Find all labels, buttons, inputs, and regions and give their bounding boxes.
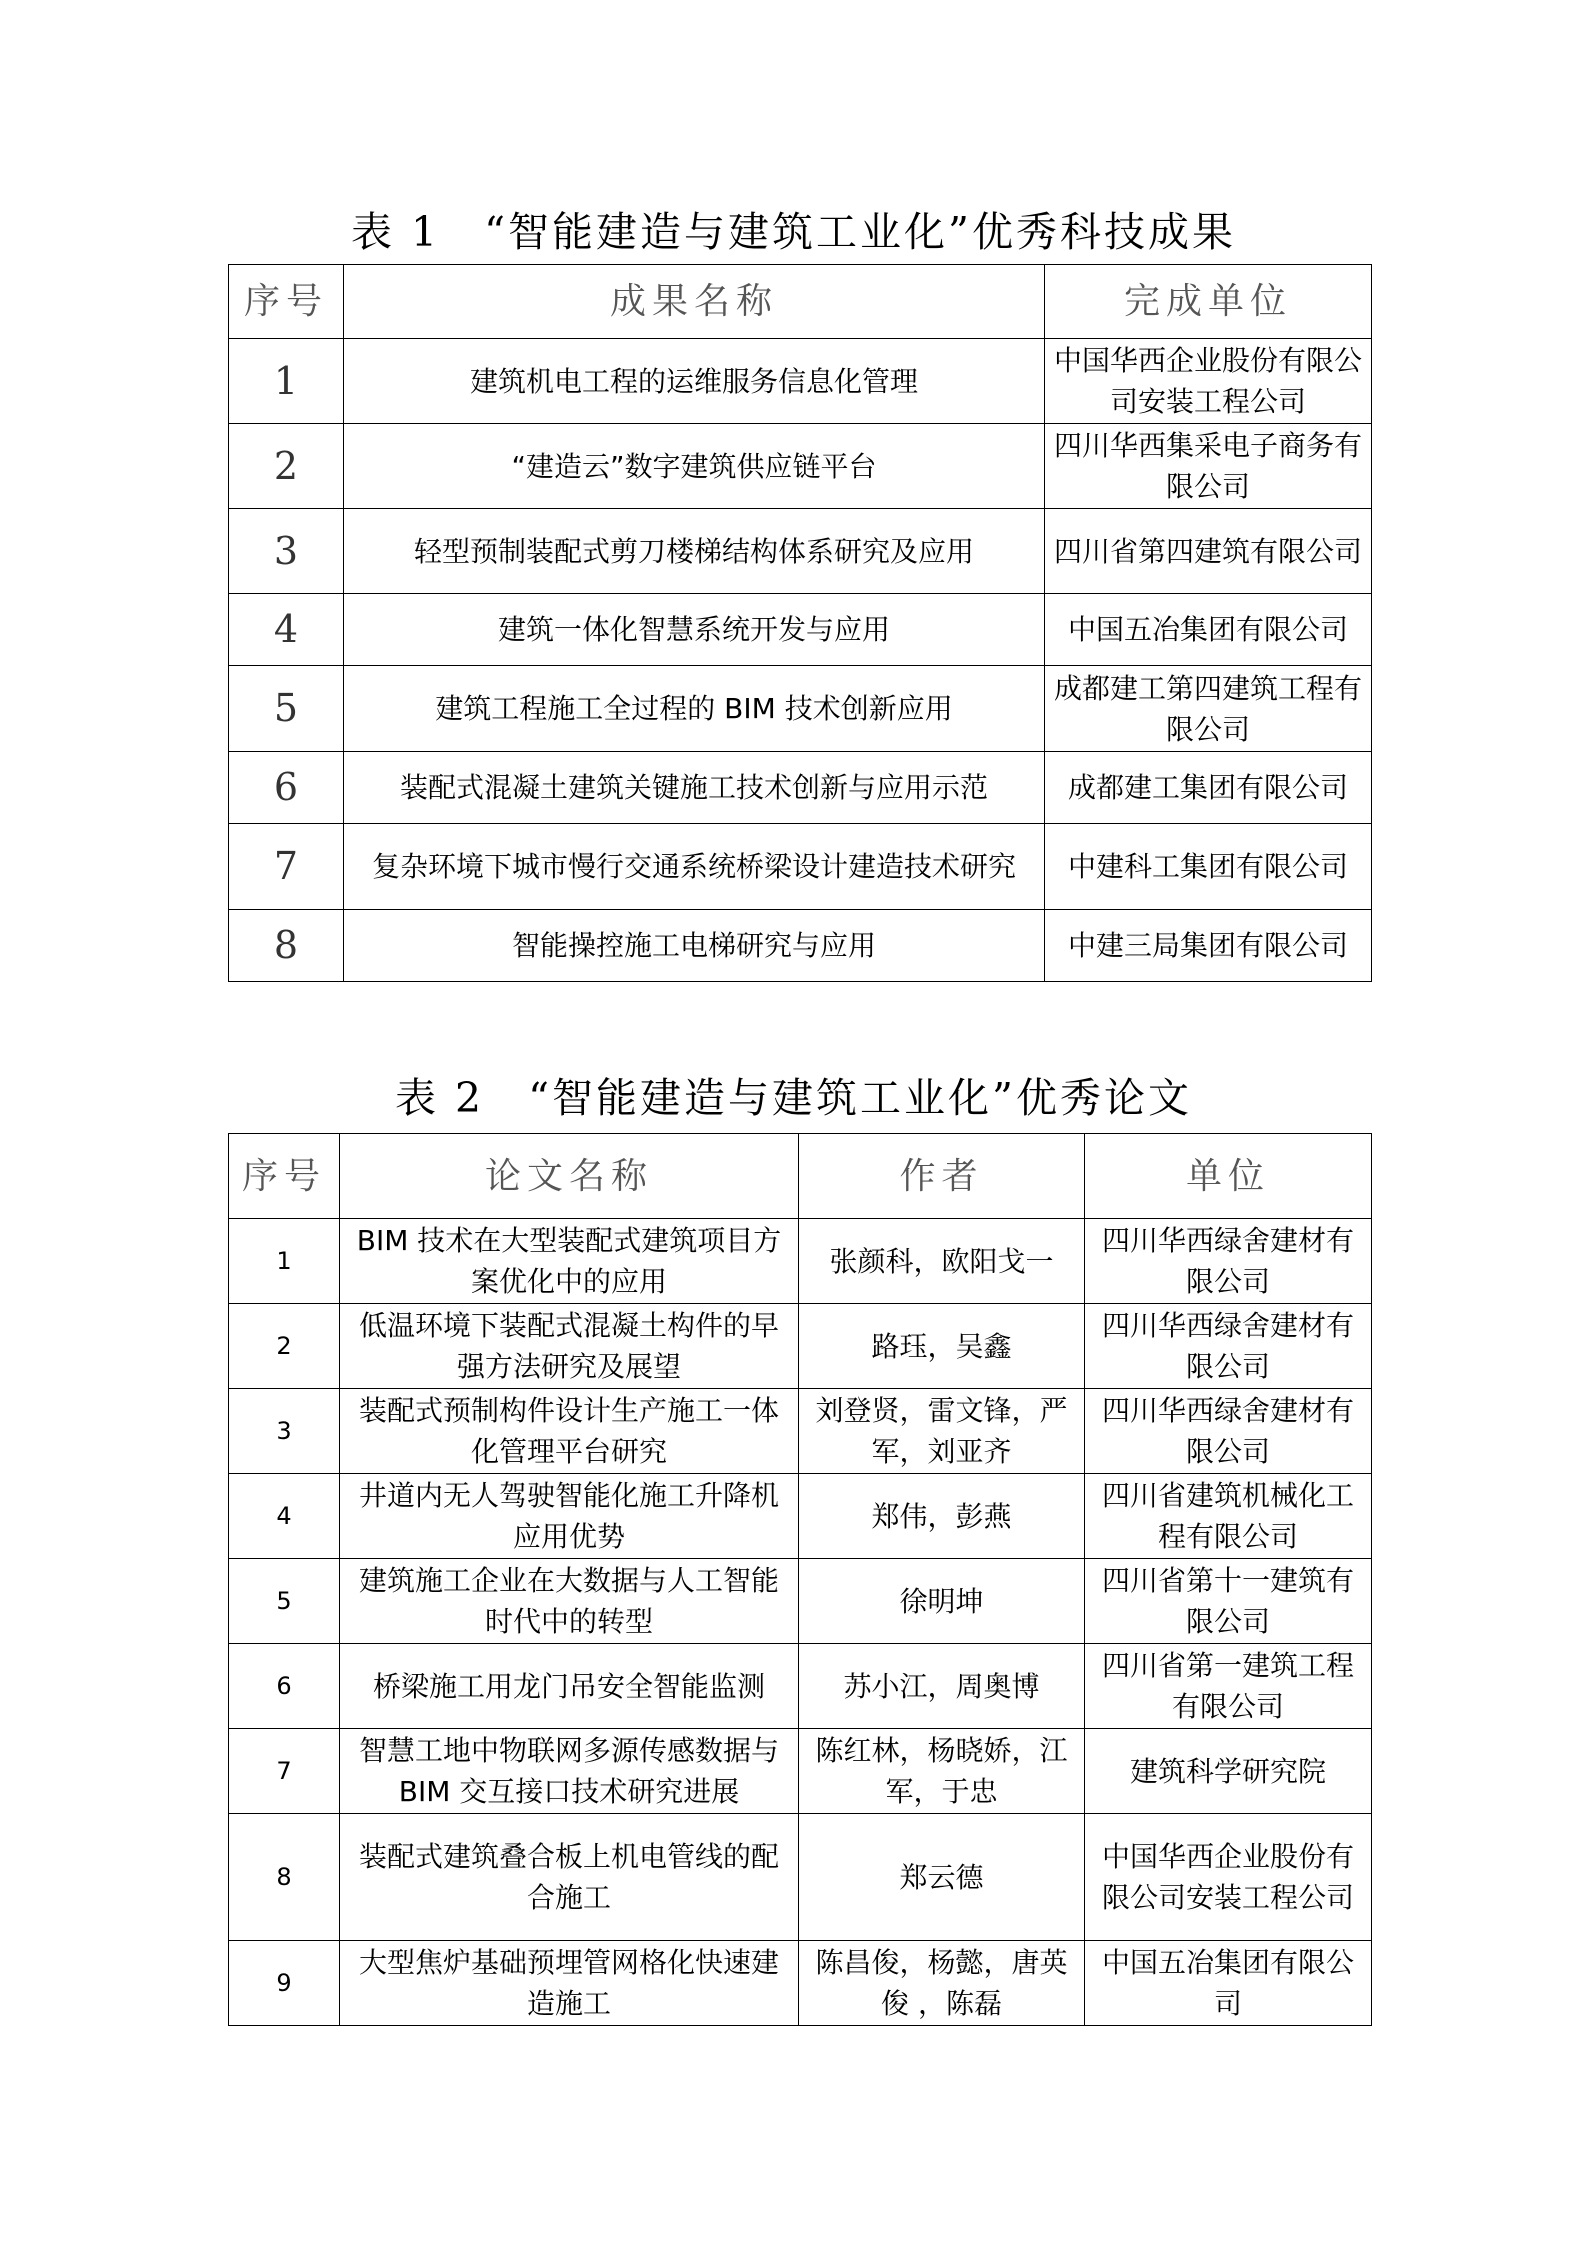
row-index: 7 xyxy=(229,824,344,910)
row-index: 5 xyxy=(229,666,344,752)
paper-authors: 陈红林，杨晓娇，江军，于忠 xyxy=(799,1729,1085,1814)
completing-unit: 成都建工集团有限公司 xyxy=(1045,752,1372,824)
table-row xyxy=(229,424,1372,509)
table-row xyxy=(229,1304,1372,1389)
completing-unit: 四川华西集采电子商务有限公司 xyxy=(1045,424,1372,509)
paper-title: 低温环境下装配式混凝土构件的早强方法研究及展望 xyxy=(340,1304,799,1389)
table1-header-name: 成果名称 xyxy=(344,265,1045,339)
paper-title: 智慧工地中物联网多源传感数据与 BIM 交互接口技术研究进展 xyxy=(340,1729,799,1814)
achievement-name: 建筑机电工程的运维服务信息化管理 xyxy=(344,339,1045,424)
table1 xyxy=(228,264,1372,982)
table2-caption: 表 2 “智能建造与建筑工业化”优秀论文 xyxy=(394,1074,1193,1122)
completing-unit: 中国五冶集团有限公司 xyxy=(1045,594,1372,666)
paper-unit: 中国五冶集团有限公司 xyxy=(1085,1941,1372,2026)
table-row xyxy=(229,1941,1372,2026)
row-index: 2 xyxy=(229,1304,340,1389)
paper-title: 建筑施工企业在大数据与人工智能时代中的转型 xyxy=(340,1559,799,1644)
paper-authors: 郑云德 xyxy=(799,1814,1085,1941)
paper-unit: 中国华西企业股份有限公司安装工程公司 xyxy=(1085,1814,1372,1941)
paper-authors: 苏小江，周奥博 xyxy=(799,1644,1085,1729)
row-index: 1 xyxy=(229,1219,340,1304)
table-row xyxy=(229,910,1372,982)
table-row xyxy=(229,1814,1372,1941)
completing-unit: 中建科工集团有限公司 xyxy=(1045,824,1372,910)
row-index: 6 xyxy=(229,752,344,824)
achievement-name: 复杂环境下城市慢行交通系统桥梁设计建造技术研究 xyxy=(344,824,1045,910)
table2-header-title: 论文名称 xyxy=(340,1134,799,1219)
table-row xyxy=(229,1729,1372,1814)
paper-authors: 路珏，吴鑫 xyxy=(799,1304,1085,1389)
row-index: 4 xyxy=(229,1474,340,1559)
row-index: 6 xyxy=(229,1644,340,1729)
row-index: 7 xyxy=(229,1729,340,1814)
row-index: 3 xyxy=(229,509,344,594)
table-row xyxy=(229,824,1372,910)
completing-unit: 中国华西企业股份有限公司安装工程公司 xyxy=(1045,339,1372,424)
table1-header-row xyxy=(229,265,1372,339)
achievement-name: 装配式混凝土建筑关键施工技术创新与应用示范 xyxy=(344,752,1045,824)
paper-unit: 四川华西绿舍建材有限公司 xyxy=(1085,1389,1372,1474)
table1-caption: 表 1 “智能建造与建筑工业化”优秀科技成果 xyxy=(350,208,1237,256)
completing-unit: 成都建工第四建筑工程有限公司 xyxy=(1045,666,1372,752)
table-row xyxy=(229,594,1372,666)
table-row xyxy=(229,752,1372,824)
completing-unit: 中建三局集团有限公司 xyxy=(1045,910,1372,982)
table2-header-row xyxy=(229,1134,1372,1219)
paper-authors: 陈昌俊，杨懿，唐英俊 ，陈磊 xyxy=(799,1941,1085,2026)
table2-header-author: 作者 xyxy=(799,1134,1085,1219)
paper-unit: 四川省建筑机械化工程有限公司 xyxy=(1085,1474,1372,1559)
paper-unit: 建筑科学研究院 xyxy=(1085,1729,1372,1814)
table-row xyxy=(229,666,1372,752)
table-row xyxy=(229,1644,1372,1729)
achievement-name: 建筑工程施工全过程的 BIM 技术创新应用 xyxy=(344,666,1045,752)
row-index: 5 xyxy=(229,1559,340,1644)
completing-unit: 四川省第四建筑有限公司 xyxy=(1045,509,1372,594)
row-index: 4 xyxy=(229,594,344,666)
paper-authors: 郑伟，彭燕 xyxy=(799,1474,1085,1559)
paper-unit: 四川华西绿舍建材有限公司 xyxy=(1085,1304,1372,1389)
paper-title: BIM 技术在大型装配式建筑项目方案优化中的应用 xyxy=(340,1219,799,1304)
achievement-name: “建造云”数字建筑供应链平台 xyxy=(344,424,1045,509)
paper-unit: 四川省第一建筑工程有限公司 xyxy=(1085,1644,1372,1729)
paper-unit: 四川华西绿舍建材有限公司 xyxy=(1085,1219,1372,1304)
achievement-name: 轻型预制装配式剪刀楼梯结构体系研究及应用 xyxy=(344,509,1045,594)
table2-header-unit: 单位 xyxy=(1085,1134,1372,1219)
paper-title: 大型焦炉基础预埋管网格化快速建造施工 xyxy=(340,1941,799,2026)
paper-unit: 四川省第十一建筑有限公司 xyxy=(1085,1559,1372,1644)
paper-authors: 刘登贤，雷文锋，严军，刘亚齐 xyxy=(799,1389,1085,1474)
table2-header-index: 序号 xyxy=(229,1134,340,1219)
table1-header-unit: 完成单位 xyxy=(1045,265,1372,339)
table-row xyxy=(229,1474,1372,1559)
row-index: 3 xyxy=(229,1389,340,1474)
row-index: 1 xyxy=(229,339,344,424)
row-index: 8 xyxy=(229,910,344,982)
paper-title: 井道内无人驾驶智能化施工升降机应用优势 xyxy=(340,1474,799,1559)
table1-header-index: 序号 xyxy=(229,265,344,339)
table-row xyxy=(229,1389,1372,1474)
paper-title: 桥梁施工用龙门吊安全智能监测 xyxy=(340,1644,799,1729)
achievement-name: 智能操控施工电梯研究与应用 xyxy=(344,910,1045,982)
achievement-name: 建筑一体化智慧系统开发与应用 xyxy=(344,594,1045,666)
table-row xyxy=(229,339,1372,424)
paper-title: 装配式建筑叠合板上机电管线的配合施工 xyxy=(340,1814,799,1941)
table2 xyxy=(228,1133,1372,2026)
row-index: 2 xyxy=(229,424,344,509)
table-row xyxy=(229,1219,1372,1304)
row-index: 8 xyxy=(229,1814,340,1941)
table-row xyxy=(229,509,1372,594)
paper-authors: 徐明坤 xyxy=(799,1559,1085,1644)
table-row xyxy=(229,1559,1372,1644)
paper-title: 装配式预制构件设计生产施工一体化管理平台研究 xyxy=(340,1389,799,1474)
row-index: 9 xyxy=(229,1941,340,2026)
paper-authors: 张颜科，欧阳戈一 xyxy=(799,1219,1085,1304)
